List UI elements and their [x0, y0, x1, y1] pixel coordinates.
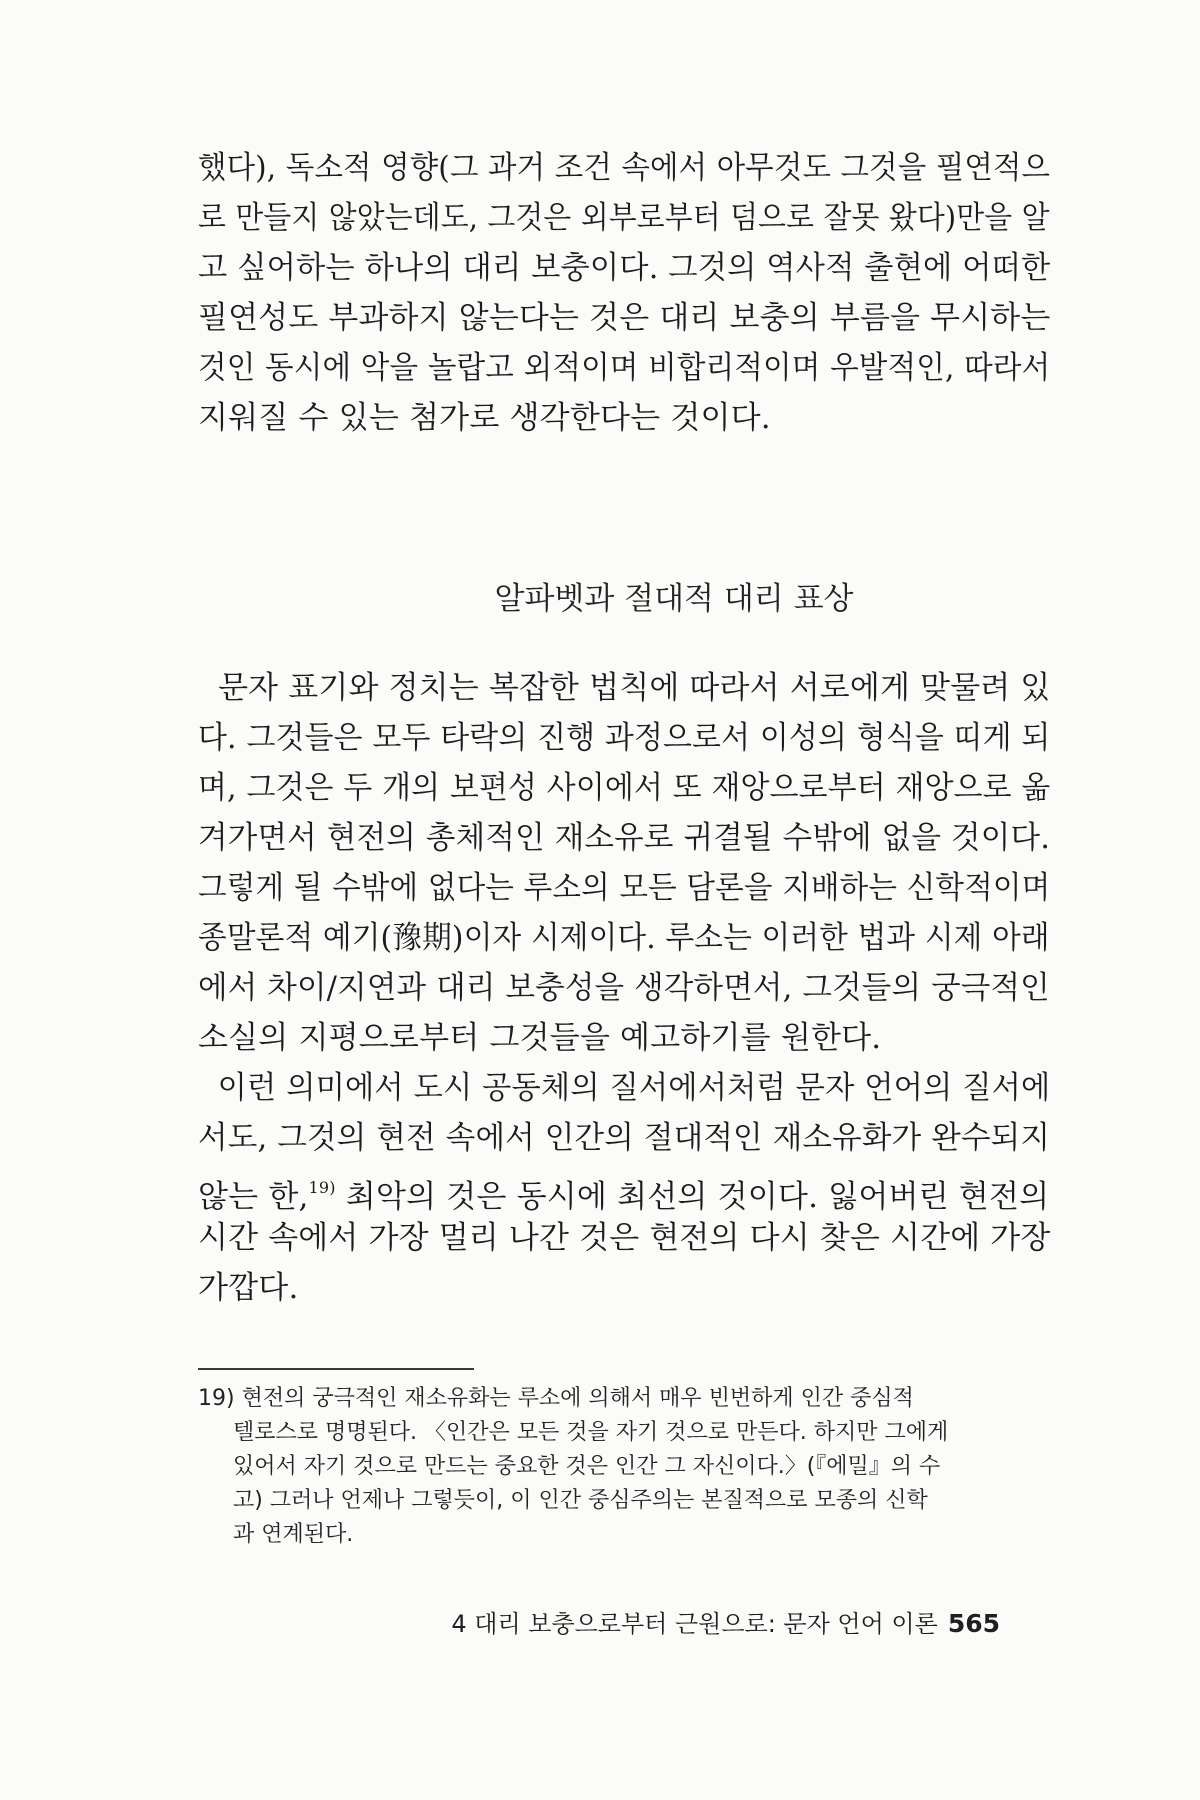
text-line: 필연성도 부과하지 않는다는 것은 대리 보충의 부름을 무시하는: [198, 300, 1051, 336]
text-line: 종말론적 예기(豫期)이자 시제이다. 루소는 이러한 법과 시제 아래: [198, 920, 1050, 956]
text-line: 것인 동시에 악을 놀랍고 외적이며 비합리적이며 우발적인, 따라서: [198, 350, 1051, 386]
text-line-with-footnote: [198, 1163, 1050, 1213]
text-line: 서도, 그것의 현전 속에서 인간의 절대적인 재소유화가 완수되지: [198, 1120, 1051, 1156]
footnote: [198, 1382, 1050, 1562]
footnote-divider: [198, 1368, 474, 1370]
text-fragment: 최악의 것은 동시에 최선의 것이다. 잃어버린 현전의: [335, 1179, 1050, 1215]
footnote-line: 과 연계된다.: [198, 1522, 354, 1547]
text-line: 에서 차이/지연과 대리 보충성을 생각하면서, 그것들의 궁극적인: [198, 970, 1050, 1006]
paragraph-1: [198, 143, 1050, 463]
text-line: 시간 속에서 가장 멀리 나간 것은 현전의 다시 찾은 시간에 가장: [198, 1220, 1051, 1256]
text-line: 소실의 지평으로부터 그것들을 예고하기를 원한다.: [198, 1020, 882, 1056]
text-line: 겨가면서 현전의 총체적인 재소유로 귀결될 수밖에 없을 것이다.: [198, 820, 1051, 856]
running-footer: [451, 1606, 1000, 1642]
text-line: 문자 표기와 정치는 복잡한 법칙에 따라서 서로에게 맞물려 있: [198, 670, 1051, 706]
running-title: 4 대리 보충으로부터 근원으로: 문자 언어 이론: [451, 1610, 938, 1638]
text-line: 가깝다.: [198, 1270, 299, 1306]
text-line: 고 싶어하는 하나의 대리 보충이다. 그것의 역사적 출현에 어떠한: [198, 250, 1051, 286]
footnote-line: 텔로스로 명명된다. 〈인간은 모든 것을 자기 것으로 만든다. 하지만 그에게: [198, 1420, 949, 1445]
text-line: 그렇게 될 수밖에 없다는 루소의 모든 담론을 지배하는 신학적이며: [198, 870, 1051, 906]
text-fragment: 않는 한,: [198, 1179, 309, 1215]
text-line: 했다), 독소적 영향(그 과거 조건 속에서 아무것도 그것을 필연적으: [198, 150, 1051, 186]
text-line: 지워질 수 있는 첨가로 생각한다는 것이다.: [198, 400, 771, 436]
footnote-line: 19) 현전의 궁극적인 재소유화는 루소에 의해서 매우 빈번하게 인간 중심적: [198, 1386, 914, 1411]
page-number: 565: [947, 1609, 1000, 1638]
footnote-line: 있어서 자기 것으로 만드는 중요한 것은 인간 그 자신이다.〉(『에밀』의 수: [198, 1454, 941, 1479]
section-title: 알파벳과 절대적 대리 표상: [494, 581, 854, 617]
text-line: 이런 의미에서 도시 공동체의 질서에서처럼 문자 언어의 질서에: [198, 1070, 1051, 1106]
text-line: 로 만들지 않았는데도, 그것은 외부로부터 덤으로 잘못 왔다)만을 알: [198, 200, 1050, 236]
text-line: 며, 그것은 두 개의 보편성 사이에서 또 재앙으로부터 재앙으로 옮: [198, 770, 1051, 806]
paragraph-2: [198, 663, 1050, 1063]
footnote-reference[interactable]: 19): [308, 1178, 336, 1197]
text-line: 다. 그것들은 모두 타락의 진행 과정으로서 이성의 형식을 띠게 되: [198, 720, 1051, 756]
footnote-line: 고) 그러나 언제나 그렇듯이, 이 인간 중심주의는 본질적으로 모종의 신학: [198, 1488, 928, 1513]
paragraph-3: [198, 1063, 1050, 1323]
